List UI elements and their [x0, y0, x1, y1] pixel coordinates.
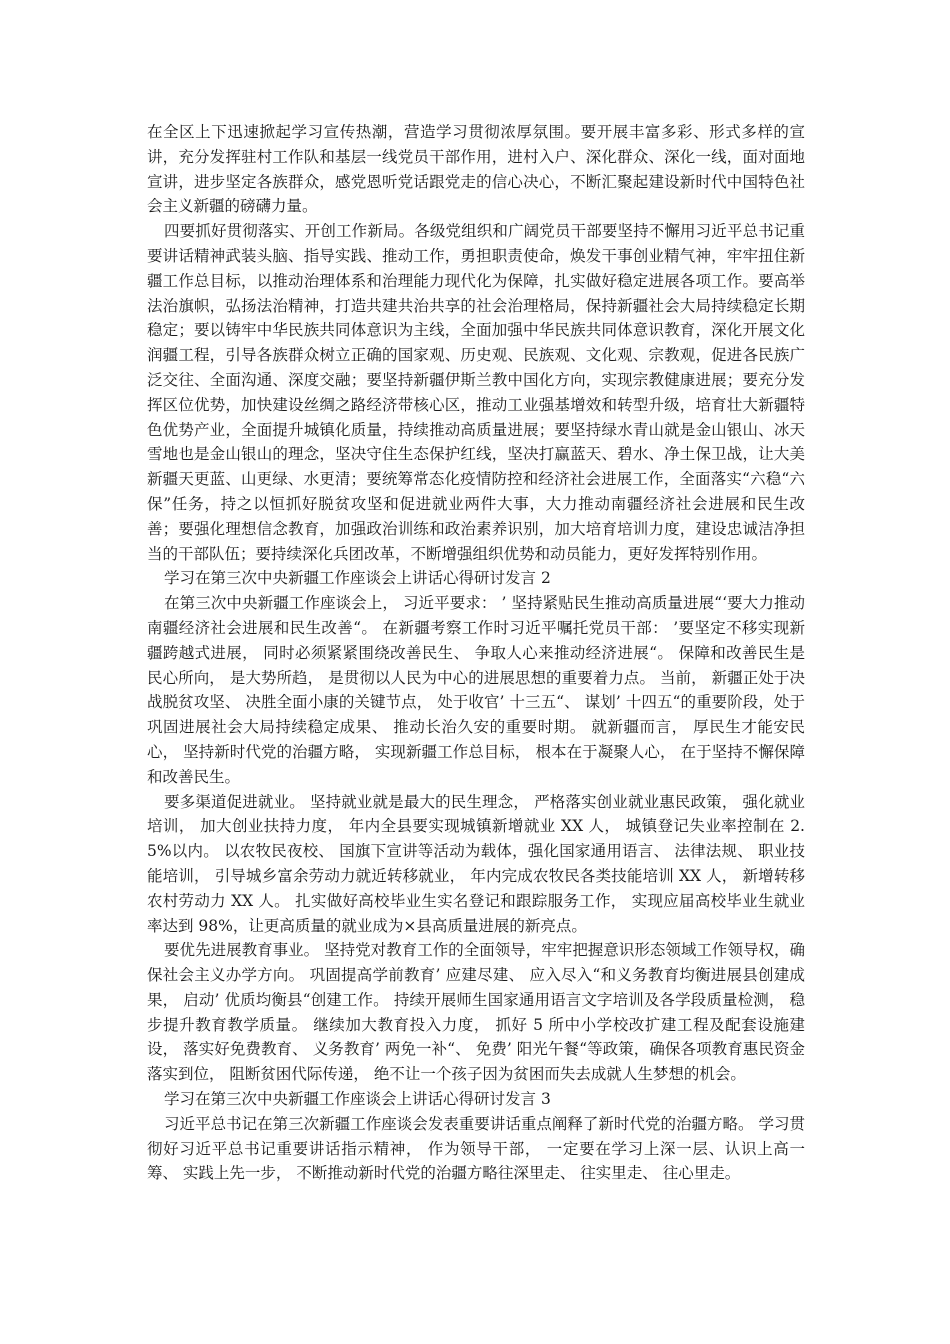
paragraph: 在全区上下迅速掀起学习宣传热潮，营造学习贯彻浓厚氛围。要开展丰富多彩、形式多样的宣讲，充分发挥驻村工作队和基层一线党员干部作用，进村入户、深化群众、深化一线，面对面地宣讲，进步坚定各族群众，感党恩听党话跟党走的信心决心，不断汇聚起建设新时代中国特色社会主义新疆的磅礴力量。	[147, 123, 805, 216]
document-page	[147, 120, 805, 1186]
paragraph: 习近平总书记在第三次新疆工作座谈会发表重要讲话重点阐释了新时代党的治疆方略。 学习贯彻好习近平总书记重要讲话指示精神， 作为领导干部， 一定要在学习上深一层、认识上高一筹、 实践上先一步， 不断推动新时代党的治疆方略往深里走、 往实里走、 往心里走。	[147, 1114, 805, 1183]
section-heading: 学习在第三次中央新疆工作座谈会上讲话心得研讨发言 2	[164, 569, 551, 588]
paragraph: 要优先进展教育事业。 坚持党对教育工作的全面领导，牢牢把握意识形态领域工作领导权，确保社会主义办学方向。 巩固提高学前教育’ 应建尽建、 应入尽入“和义务教育均衡进展县创建成果， 启动’ 优质均衡县“创建工作。 持续开展师生国家通用语言文字培训及各学段质量检测， 稳步提升教育教学质量。 继续加大教育投入力度， 抓好 5 所中小学校改扩建工程及配套设施建设， 落实好免费教育、 义务教育’ 两免一补“、 免费’ 阳光午餐“等政策，确保各项教育惠民资金落实到位， 阻断贫困代际传递， 绝不让一个孩子因为贫困而失去成就人生梦想的机会。	[147, 941, 805, 1084]
paragraph: 四要抓好贯彻落实、开创工作新局。各级党组织和广阔党员干部要坚持不懈用习近平总书记重要讲话精神武装头脑、指导实践、推动工作，勇担职责使命，焕发干事创业精气神，牢牢扭住新疆工作总目标，以推动治理体系和治理能力现代化为保障，扎实做好稳定进展各项工作。要高举法治旗帜，弘扬法治精神，打造共建共治共享的社会治理格局，保持新疆社会大局持续稳定长期稳定；要以铸牢中华民族共同体意识为主线，全面加强中华民族共同体意识教育，深化开展文化润疆工程，引导各族群众树立正确的国家观、历史观、民族观、文化观、宗教观，促进各民族广泛交往、全面沟通、深度交融；要坚持新疆伊斯兰教中国化方向，实现宗教健康进展；要充分发挥区位优势，加快建设丝绸之路经济带核心区，推动工业强基增效和转型升级，培育壮大新疆特色优势产业，全面提升城镇化质量，持续推动高质量进展；要坚持绿水青山就是金山银山、冰天雪地也是金山银山的理念，坚决守住生态保护红线，坚决打赢蓝天、碧水、净土保卫战，让大美新疆天更蓝、山更绿、水更清；要统筹常态化疫情防控和经济社会进展工作，全面落实“六稳“六保”任务，持之以恒抓好脱贫攻坚和促进就业两件大事，大力推动南疆经济社会进展和民生改善；要强化理想信念教育，加强政治训练和政治素养识别，加大培育培训力度，建设忠诚洁净担当的干部队伍；要持续深化兵团改革，不断增强组织优势和动员能力，更好发挥特别作用。	[147, 222, 805, 563]
section-heading: 学习在第三次中央新疆工作座谈会上讲话心得研讨发言 3	[164, 1090, 551, 1109]
paragraph: 要多渠道促进就业。 坚持就业就是最大的民生理念， 严格落实创业就业惠民政策， 强化就业培训， 加大创业扶持力度， 年内全县要实现城镇新增就业 XX 人， 城镇登记失业率控制在 2. 5%以内。 以农牧民夜校、 国旗下宣讲等活动为载体，强化国家通用语言、 法律法规、 职业技能培训， 引导城乡富余劳动力就近转移就业， 年内完成农牧民各类技能培训 XX 人， 新增转移农村劳动力 XX 人。 扎实做好高校毕业生实名登记和跟踪服务工作， 实现应届高校毕业生就业率达到 98%，让更高质量的就业成为×县高质量进展的新亮点。	[147, 792, 805, 935]
paragraph: 在第三次中央新疆工作座谈会上， 习近平要求： ’ 坚持紧贴民生推动高质量进展“‘要大力推动南疆经济社会进展和民生改善“。 在新疆考察工作时习近平嘱托党员干部： ’要坚定不移实现新疆跨越式进展， 同时必须紧紧围绕改善民生、 争取人心来推动经济进展“。 保障和改善民生是民心所向， 是大势所趋， 是贯彻以人民为中心的进展思想的重要着力点。 当前， 新疆正处于决战脱贫攻坚、 决胜全面小康的关键节点， 处于收官’ 十三五“、 谋划’ 十四五“的重要阶段，处于巩固进展社会大局持续稳定成果、 推动长治久安的重要时期。 就新疆而言， 厚民生才能安民心， 坚持新时代党的治疆方略， 实现新疆工作总目标， 根本在于凝聚人心， 在于坚持不懈保障和改善民生。	[147, 594, 805, 786]
